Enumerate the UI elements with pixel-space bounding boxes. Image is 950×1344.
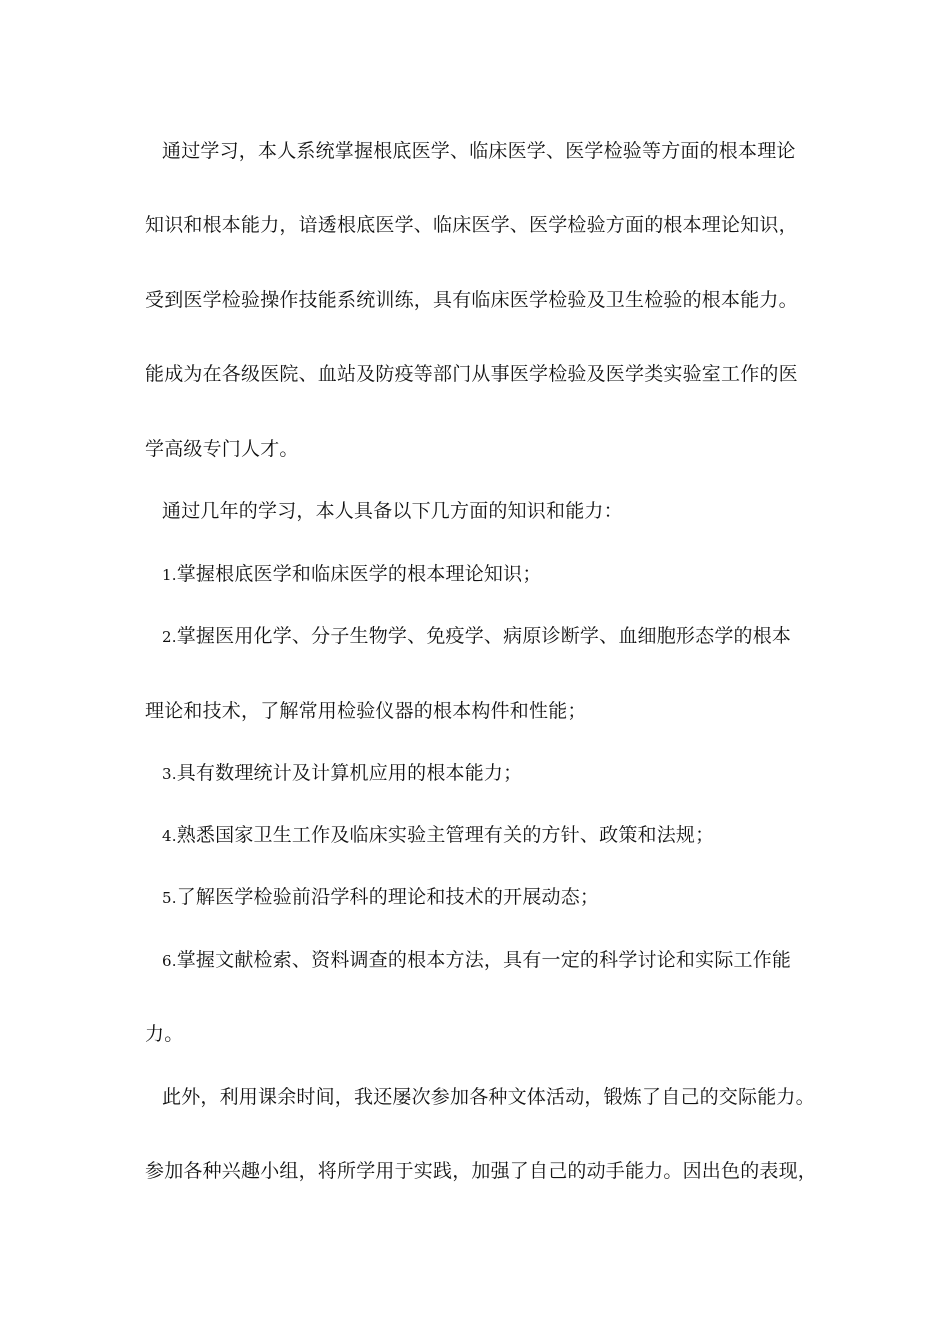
list-intro-line: 通过几年的学习，本人具备以下几方面的知识和能力： [162, 500, 623, 522]
list-item-5-text: 了解医学检验前沿学科的理论和技术的开展动态； [176, 886, 600, 908]
paragraph-line-1: 通过学习，本人系统掌握根底医学、临床医学、医学检验等方面的根本理论 [162, 140, 796, 162]
list-item-6-continuation: 力。 [145, 1023, 184, 1045]
list-item-3-text: 具有数理统计及计算机应用的根本能力； [176, 762, 523, 784]
paragraph-line-2: 知识和根本能力，谙透根底医学、临床医学、医学检验方面的根本理论知识， [145, 214, 798, 236]
list-item-3 [162, 761, 842, 786]
list-item-5 [162, 885, 842, 910]
list-item-6 [162, 948, 842, 973]
list-item-3-number: 3. [162, 765, 177, 783]
paragraph-line-3: 受到医学检验操作技能系统训练，具有临床医学检验及卫生检验的根本能力。 [145, 289, 798, 311]
paragraph-line-5: 学高级专门人才。 [145, 438, 299, 460]
list-item-6-number: 6. [162, 952, 177, 970]
list-item-4-text: 熟悉国家卫生工作及临床实验主管理有关的方针、政策和法规； [176, 824, 715, 846]
list-item-2 [162, 624, 842, 649]
list-item-1 [162, 562, 842, 587]
list-item-6-text: 掌握文献检索、资料调查的根本方法，具有一定的科学讨论和实际工作能 [176, 949, 792, 971]
list-item-4-number: 4. [162, 827, 177, 845]
list-item-1-text: 掌握根底医学和临床医学的根本理论知识； [176, 563, 542, 585]
closing-paragraph-line-2: 参加各种兴趣小组，将所学用于实践，加强了自己的动手能力。因出色的表现， [145, 1160, 818, 1182]
list-item-4 [162, 823, 842, 848]
list-item-2-continuation: 理论和技术，了解常用检验仪器的根本构件和性能； [145, 700, 587, 722]
list-item-2-text: 掌握医用化学、分子生物学、免疫学、病原诊断学、血细胞形态学的根本 [176, 625, 792, 647]
paragraph-line-4: 能成为在各级医院、血站及防疫等部门从事医学检验及医学类实验室工作的医 [145, 363, 798, 385]
list-item-5-number: 5. [162, 889, 177, 907]
closing-paragraph-line-1: 此外，利用课余时间，我还屡次参加各种文体活动，锻炼了自己的交际能力。 [162, 1086, 815, 1108]
list-item-1-number: 1. [162, 566, 177, 584]
list-item-2-number: 2. [162, 628, 177, 646]
